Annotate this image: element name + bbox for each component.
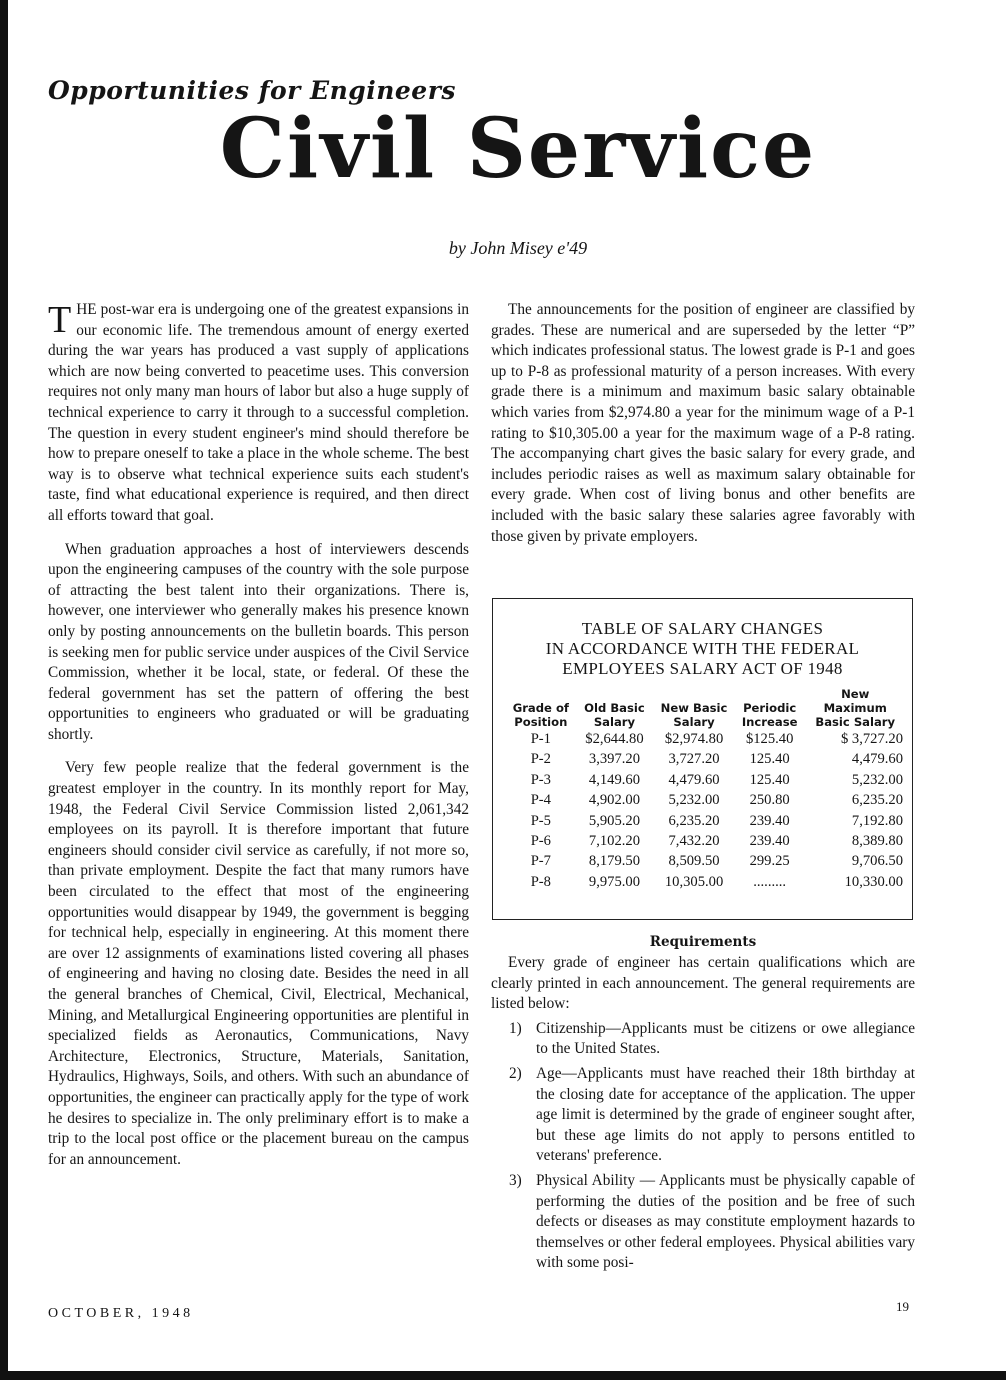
paragraph-intro: The announcements for the position of engineer are classified by grades. These are numerical and are superseded by the letter “P” which indicates professional status. The lowest grade is P-1 and goes up to P-8 as professional maturity of a person increases. With every grade there is a minimum and maximum basic salary obtainable which varies from $2,974.80 a year for the minimum wage of a P-1 rating to $10,305.00 a year for the maximum wage of a P-8 rating. The accompanying chart gives the basic salary for every grade, and includes periodic raises as well as maximum salary obtainable for every grade. When cost of living bonus and other benefits are included with the basic salary these salaries agree favorably with those given by private employers. — [491, 301, 915, 545]
table-cell: 4,479.60 — [668, 771, 720, 788]
list-item: 3) Physical Ability — Applicants must be physically capable of performing the duties of the position and be free of such defects or diseases as may constitute employment hazards to themselves or other federal employees. Physical abilities vary with some posi- — [509, 1171, 915, 1272]
table-row — [507, 811, 905, 831]
table-cell: 8,509.50 — [668, 853, 720, 870]
table-cell: $2,974.80 — [664, 731, 724, 747]
requirements-heading: Requirements — [649, 934, 757, 950]
table-cell: 125.40 — [749, 751, 790, 768]
table-cell: 7,432.20 — [668, 833, 720, 850]
table-cell: 239.40 — [749, 833, 790, 850]
salary-title-line: EMPLOYEES SALARY ACT OF 1948 — [562, 659, 843, 678]
table-cell: 9,975.00 — [588, 873, 640, 890]
table-cell: 3,727.20 — [668, 751, 720, 768]
salary-table — [507, 687, 905, 892]
table-cell: P-2 — [530, 751, 551, 768]
table-cell: 4,149.60 — [588, 771, 640, 788]
table-cell: 7,102.20 — [588, 833, 640, 850]
table-row — [507, 872, 905, 892]
table-row — [507, 831, 905, 851]
table-cell: P-6 — [530, 833, 551, 850]
requirements-intro: Every grade of engineer has certain qualifications which are clearly printed in each announcement. The general requirements are listed below: — [491, 954, 915, 1013]
header-periodic: Periodic Increase — [741, 701, 798, 729]
table-cell: 10,305.00 — [664, 873, 724, 890]
salary-table-title — [493, 619, 912, 679]
section-kicker: Opportunities for Engineers — [48, 76, 456, 105]
page-title: Civil Service — [219, 101, 817, 197]
paragraph-text: HE post-war era is undergoing one of the greatest expansions in our economic life. The tremendous amount of energy exerted during the war years has produced a vast supply of applications which are now being converted to peacetime uses. This conversion requires not only many man hours of labor but also a huge supply of technical experience to carry it through to a successful completion. The question in every student engineer's mind should therefore be how to prepare oneself to take a place in the whole scheme. The best way is to observe what technical experience suits each student's taste, find what educational experience is required, and then direct all efforts toward that goal. — [48, 301, 469, 524]
table-cell: 4,902.00 — [588, 792, 640, 809]
table-row — [507, 749, 905, 769]
table-cell: P-8 — [530, 873, 551, 890]
header-new-maximum: New Maximum Basic Salary — [815, 687, 896, 729]
left-column — [48, 300, 469, 1183]
paragraph-1 — [48, 300, 469, 527]
table-row — [507, 729, 905, 749]
table-cell: P-4 — [530, 792, 551, 809]
table-cell: 5,905.20 — [588, 812, 640, 829]
header-new-basic: New Basic Salary — [660, 701, 728, 729]
table-cell: P-5 — [530, 812, 551, 829]
table-cell: 8,389.80 — [851, 833, 903, 850]
right-column-intro — [491, 300, 915, 560]
salary-table-header-row — [507, 687, 905, 729]
issue-date: OCTOBER, 1948 — [48, 1306, 194, 1321]
table-cell: 6,235.20 — [668, 812, 720, 829]
table-row — [507, 790, 905, 810]
paragraph-2: When graduation approaches a host of interviewers descends upon the engineering campuses of the country with the sole purpose of attracting the best talent into their organizations. There is, however, one interviewer who generally makes his presence known only by posting announcements on the bulletin boards. This person is seeking men for public service under auspices of the Civil Service Commission, whether it be local, state, or federal. Of these the federal government has set the pattern of offering the best opportunities to engineers who graduated or will be graduating shortly. — [48, 540, 469, 743]
requirements-section — [491, 953, 915, 1278]
salary-title-line: TABLE OF SALARY CHANGES — [581, 619, 824, 638]
table-cell: 239.40 — [749, 812, 790, 829]
table-cell: $ 3,727.20 — [840, 731, 903, 747]
table-cell: 3,397.20 — [588, 751, 640, 768]
table-cell: P-7 — [530, 853, 551, 870]
table-row — [507, 770, 905, 790]
salary-table-box — [492, 598, 913, 920]
byline: by John Misey e'49 — [448, 238, 588, 258]
table-cell: 7,192.80 — [851, 812, 903, 829]
table-cell: $125.40 — [745, 731, 794, 747]
requirements-list — [491, 1019, 915, 1274]
page-number: 19 — [896, 1299, 909, 1314]
table-cell: 8,179.50 — [588, 853, 640, 870]
table-cell: 125.40 — [749, 771, 790, 788]
drop-cap: T — [48, 299, 72, 341]
table-cell: 250.80 — [749, 792, 790, 809]
header-old-basic: Old Basic Salary — [584, 701, 645, 729]
table-cell: 4,479.60 — [851, 751, 903, 768]
table-cell: ......... — [753, 873, 787, 890]
table-cell: P-1 — [530, 731, 551, 747]
table-cell: 299.25 — [749, 853, 790, 870]
table-cell: 10,330.00 — [844, 873, 903, 890]
salary-title-line: IN ACCORDANCE WITH THE FEDERAL — [545, 639, 860, 658]
paragraph-3: Very few people realize that the federal government is the greatest employer in the country. In its monthly report for May, 1948, the Federal Civil Service Commission listed 2,061,342 employees on its payroll. It is therefore important that future engineers should consider civil service as carefully, if not more so, than private employment. Despite the fact that many rumors have been circulated to the effect that most of the engineering opportunities would disappear by 1949, the government is begging for technical help, especially in engineering. At this moment there are over 12 assignments of examinations listed covering all phases of engineering and having no closing date. Besides the need in all the general branches of Chemical, Civil, Electrical, Mechanical, Mining, and Metallurgical Engineering opportunities are plentiful in specialized fields as Aeronautics, Communications, Navy Architecture, Electronics, Structure, Materials, Sanitation, Hydraulics, Highways, Soils, and others. With such an abundance of opportunities, the engineer can practically apply for the type of work he desires to specialize in. The only preliminary effort is to make a trip to the local post office or the placement bureau on the campus for an announcement. — [48, 759, 469, 1168]
list-item: 2) Age—Applicants must have reached their 18th birthday at the closing date for acceptance of the application. The upper age limit is determined by the grade of engineer sought after, but these age limits do not apply to persons entitled to veterans' preference. — [509, 1064, 915, 1165]
table-cell: 9,706.50 — [851, 853, 903, 870]
list-item: 1) Citizenship—Applicants must be citizens or owe allegiance to the United States. — [509, 1019, 915, 1058]
table-cell: 5,232.00 — [851, 771, 903, 788]
table-cell: P-3 — [530, 771, 551, 788]
header-grade: Grade of Position — [512, 701, 569, 729]
table-cell: $2,644.80 — [585, 731, 644, 747]
table-cell: 6,235.20 — [851, 792, 903, 809]
table-cell: 5,232.00 — [668, 792, 720, 809]
table-row — [507, 851, 905, 871]
